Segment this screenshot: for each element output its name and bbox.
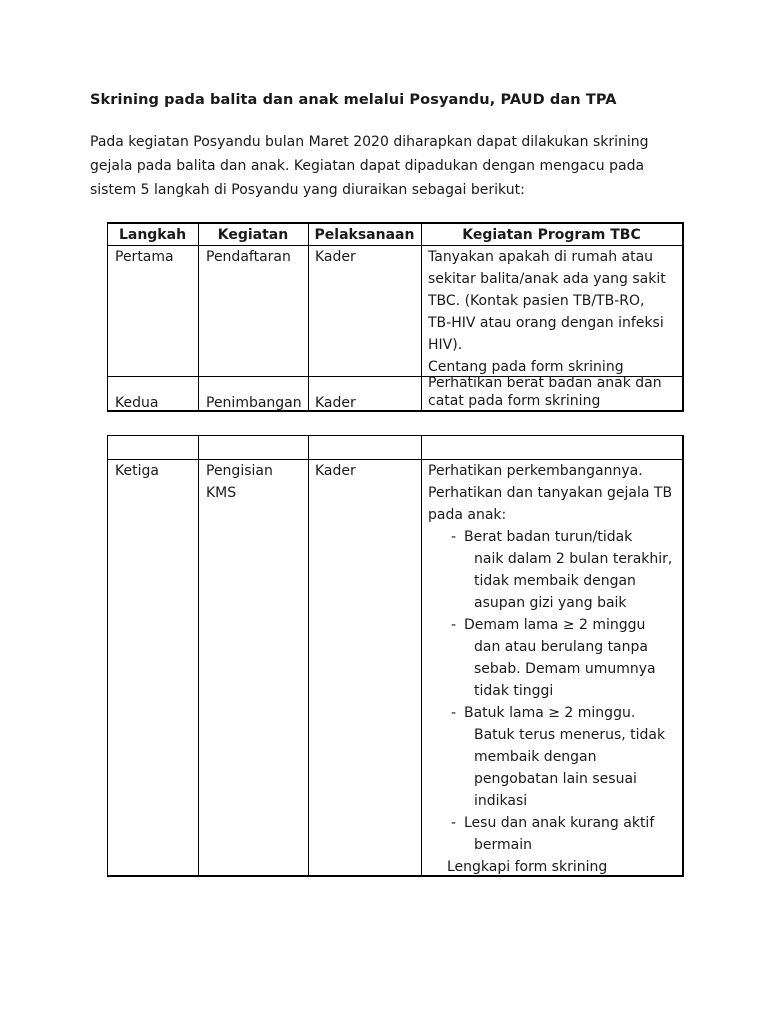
header-program-tbc: Kegiatan Program TBC	[462, 227, 641, 243]
bullet-dash: -	[451, 815, 457, 831]
row2-program-line: Perhatikan berat badan anak dan	[428, 375, 662, 391]
table-border-top	[107, 435, 684, 436]
table-border-bottom	[107, 410, 684, 412]
bullet-dash: -	[451, 705, 457, 721]
bullet-line: indikasi	[474, 793, 528, 809]
header-kegiatan: Kegiatan	[217, 227, 289, 243]
bullet-line: bermain	[474, 837, 532, 853]
row1-program-line: TB-HIV atau orang dengan infeksi	[428, 315, 664, 331]
document-title: Skrining pada balita dan anak melalui Posyandu, PAUD dan TPA	[90, 92, 617, 108]
bullet-line: tidak tinggi	[474, 683, 554, 699]
row3-kegiatan-line: KMS	[206, 485, 237, 501]
intro-line: Pada kegiatan Posyandu bulan Maret 2020 diharapkan dapat dilakukan skrining	[90, 134, 649, 150]
row3-program-intro: pada anak:	[428, 507, 507, 523]
table-border-right	[682, 222, 684, 412]
column-divider	[198, 222, 199, 412]
row3-program-intro: Perhatikan dan tanyakan gejala TB	[428, 485, 673, 501]
row2-kegiatan: Penimbangan	[206, 395, 302, 411]
bullet-line: asupan gizi yang baik	[474, 595, 627, 611]
row2-langkah: Kedua	[115, 395, 159, 411]
bullet-line: Batuk terus menerus, tidak	[474, 727, 666, 743]
column-divider	[308, 435, 309, 877]
header-langkah: Langkah	[118, 227, 187, 243]
bullet-line: membaik dengan	[474, 749, 597, 765]
header-pelaksanaan: Pelaksanaan	[314, 227, 415, 243]
bullet-line: dan atau berulang tanpa	[474, 639, 648, 655]
row3-kegiatan-line: Pengisian	[206, 463, 273, 479]
row3-langkah: Ketiga	[115, 463, 159, 479]
row1-program-line: HIV).	[428, 337, 463, 353]
bullet-line: sebab. Demam umumnya	[474, 661, 656, 677]
bullet-line: tidak membaik dengan	[474, 573, 636, 589]
column-divider	[308, 222, 309, 412]
intro-line: sistem 5 langkah di Posyandu yang diuraikan sebagai berikut:	[90, 182, 525, 198]
row2-pelaksanaan: Kader	[315, 395, 356, 411]
row1-program-line: sekitar balita/anak ada yang sakit	[428, 271, 666, 287]
row1-langkah: Pertama	[115, 249, 174, 265]
table-border-left	[107, 435, 108, 877]
row1-pelaksanaan: Kader	[315, 249, 356, 265]
column-divider	[198, 435, 199, 877]
intro-paragraph	[90, 130, 670, 202]
bullet-line: pengobatan lain sesuai	[474, 771, 637, 787]
bullet-dash: -	[451, 529, 457, 545]
row1-kegiatan: Pendaftaran	[206, 249, 291, 265]
bullet-line: naik dalam 2 bulan terakhir,	[474, 551, 673, 567]
row3-program-intro: Perhatikan perkembangannya.	[428, 463, 643, 479]
table-border-right	[682, 435, 684, 877]
row1-program-line: Centang pada form skrining	[428, 359, 624, 375]
bullet-line: Demam lama ≥ 2 minggu	[464, 617, 646, 633]
bullet-line: Berat badan turun/tidak	[464, 529, 633, 545]
row1-program-line: TBC. (Kontak pasien TB/TB-RO,	[428, 293, 645, 309]
row3-pelaksanaan: Kader	[315, 463, 356, 479]
intro-line: gejala pada balita dan anak. Kegiatan dapat dipadukan dengan mengacu pada	[90, 158, 645, 174]
bullet-dash: -	[451, 617, 457, 633]
column-divider	[421, 222, 422, 412]
bullet-line: Lesu dan anak kurang aktif	[464, 815, 655, 831]
table-border-left	[107, 222, 108, 412]
row2-program-line: catat pada form skrining	[428, 393, 601, 409]
column-divider	[421, 435, 422, 877]
row3-closing: Lengkapi form skrining	[447, 859, 608, 875]
table-border-top	[107, 222, 684, 224]
row1-program-line: Tanyakan apakah di rumah atau	[428, 249, 654, 265]
bullet-line: Batuk lama ≥ 2 minggu.	[464, 705, 636, 721]
